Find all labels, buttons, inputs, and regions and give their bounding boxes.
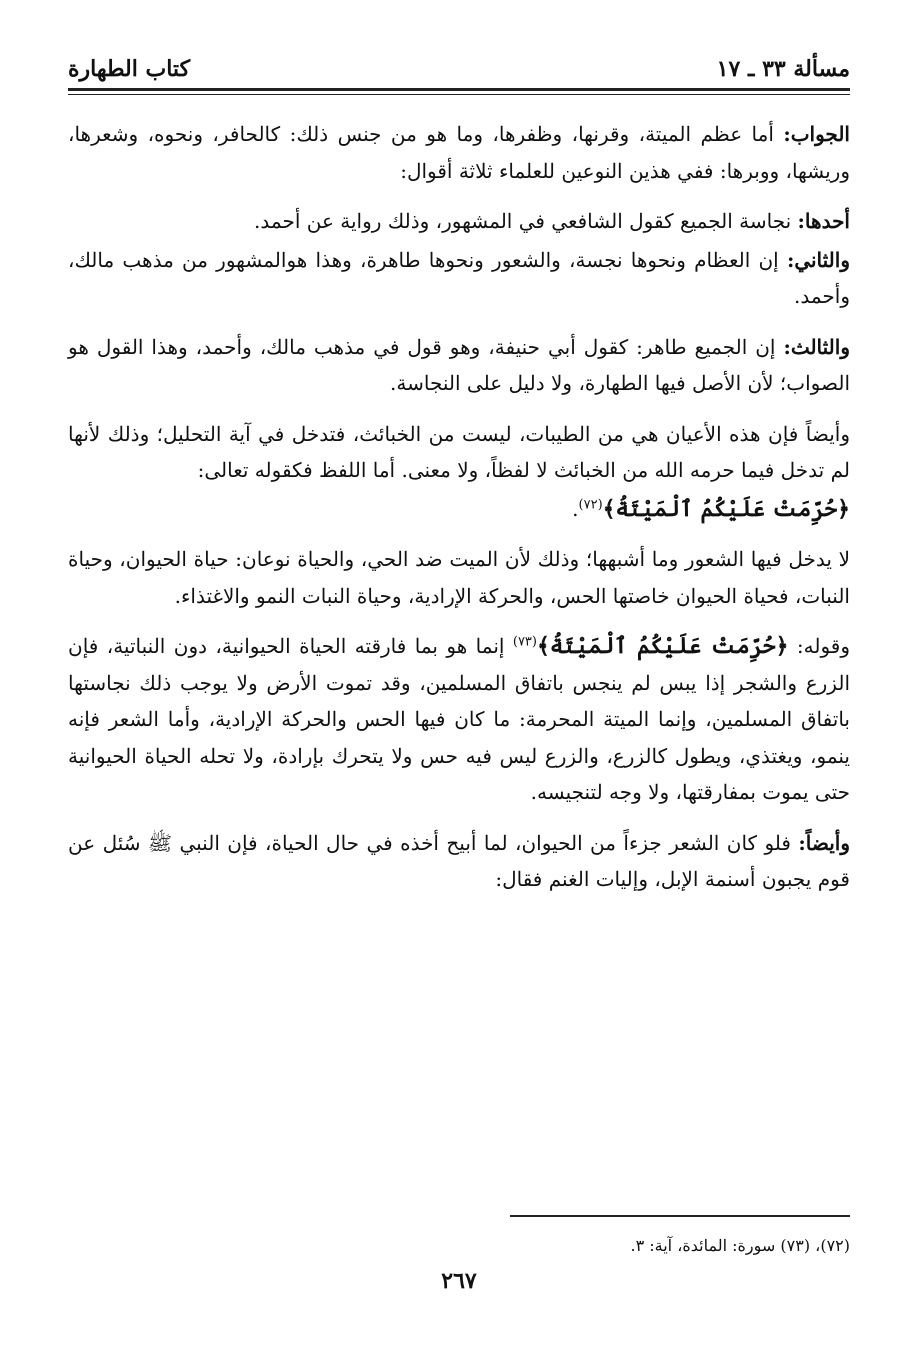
paragraph-lead: وأيضاً: <box>798 830 850 855</box>
paragraph-verse-73 <box>68 628 850 811</box>
footnote-reference: (٧٣) <box>512 634 537 650</box>
header-section-number: مسألة ٣٣ ـ ١٧ <box>716 56 850 82</box>
running-header <box>68 54 850 84</box>
paragraph-text: وقوله: <box>788 634 850 658</box>
paragraph-also-hair <box>68 825 850 898</box>
paragraph-text: وأيضاً فإن هذه الأعيان هي من الطيبات، ليست من الخبائث، فتدخل في آية التحليل؛ وذلك لأنها لم تدخل فيما حرمه الله من الخبائث لا لفظاً، ولا معنى. أما اللفظ فكقوله تعالى: <box>68 421 850 482</box>
paragraph-second-opinion <box>68 242 850 315</box>
paragraph-lead: الجواب: <box>783 122 850 146</box>
paragraph-text: لا يدخل فيها الشعور وما أشبهها؛ وذلك لأن الميت ضد الحي، والحياة نوعان: حياة الحيوان، وحياة النبات، فحياة الحيوان خاصتها الحس، والحركة الإرادية، وحياة النبات النمو والاغتذاء. <box>68 547 850 608</box>
paragraph-text: إن الجميع طاهر: كقول أبي حنيفة، وهو قول في مذهب مالك، وأحمد، وهذا القول هو الصواب؛ لأن الأصل فيها الطهارة، ولا دليل على النجاسة. <box>68 334 850 395</box>
paragraph-first-opinion <box>68 203 850 240</box>
book-page <box>68 40 850 1320</box>
quran-verse: ﴿حُرِّمَتْ عَلَيْكُمُ ٱلْمَيْتَةُ﴾ <box>602 495 850 522</box>
paragraph-lead: أحدها: <box>797 209 850 233</box>
paragraph-text: . <box>572 496 579 521</box>
page-number: ٢٦٧ <box>441 1268 477 1294</box>
paragraph-text: نجاسة الجميع كقول الشافعي في المشهور، وذلك رواية عن أحمد. <box>254 209 798 233</box>
header-rule-thick <box>68 88 850 91</box>
footnote-reference: (٧٢) <box>578 496 603 512</box>
quran-verse: ﴿حُرِّمَتْ عَلَيْكُمُ ٱلْمَيْتَةُ﴾ <box>537 633 789 659</box>
paragraph-lead: والثالث: <box>783 334 850 359</box>
paragraph-text: إنما هو بما فارقته الحياة الحيوانية، دون النباتية، فإن الزرع والشجر إذا يبس لم ينجس باتفاق المسلمين، وقد تموت الأرض ولا يوجب ذلك نجاستها باتفاق المسلمين، وإنما الميتة المحرمة: ما كان فيها الحس والحركة الإرادية، وأما الشعر فإنه ينمو، ويغتذي، ويطول كالزرع، والزرع ليس فيه حس ولا يتحرك بإرادة، ولا تحله الحياة الحيوانية حتى يموت بمفارقتها، ولا وجه لتنجيسه. <box>68 634 850 804</box>
paragraph-text: فلو كان الشعر جزءاً من الحيوان، لما أبيح أخذه في حال الحياة، فإن النبي ﷺ سُئل عن قوم يجبون أسنمة الإبل، وإليات الغنم فقال: <box>68 830 850 891</box>
paragraph-third-opinion <box>68 329 850 402</box>
paragraph-also-tayyibat <box>68 416 850 489</box>
footnote-separator <box>510 1215 850 1217</box>
header-book-title: كتاب الطهارة <box>68 56 191 82</box>
header-rule-thin <box>68 94 850 95</box>
footnote: (٧٢)، (٧٣) سورة: المائدة، آية: ٣. <box>630 1236 850 1255</box>
paragraph-text: أما عظم الميتة، وقرنها، وظفرها، وما هو من جنس ذلك: كالحافر، ونحوه، وشعرها، وريشها، ووبرها: ففي هذين النوعين للعلماء ثلاثة أقوال: <box>68 122 850 183</box>
main-text <box>68 116 850 912</box>
paragraph-verse-72 <box>68 491 850 528</box>
paragraph-life-types <box>68 541 850 614</box>
paragraph-text: إن العظام ونحوها نجسة، والشعور ونحوها طاهرة، وهذا هوالمشهور من مذهب مالك، وأحمد. <box>68 247 850 308</box>
paragraph-answer <box>68 116 850 189</box>
paragraph-lead: والثاني: <box>786 247 850 272</box>
